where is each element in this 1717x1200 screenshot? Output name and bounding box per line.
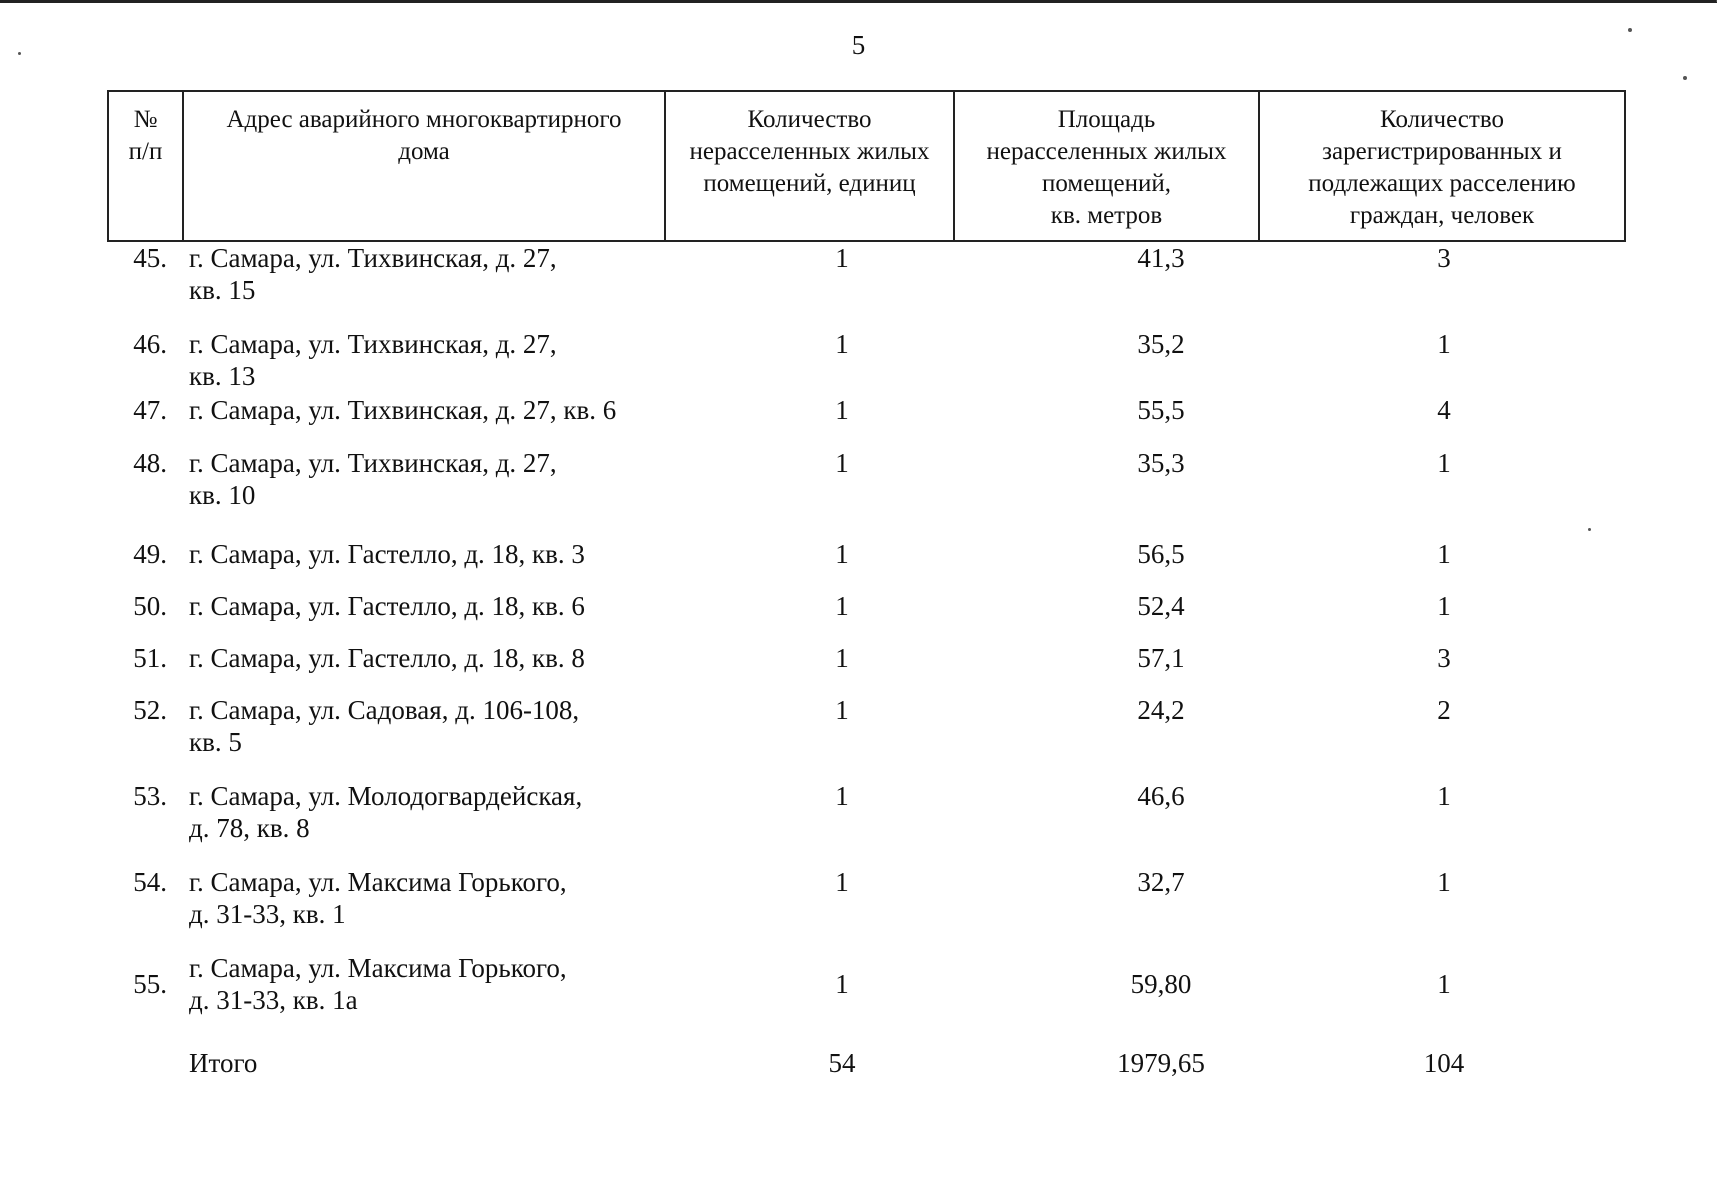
row-people: 1 bbox=[1437, 969, 1451, 999]
row-area: 57,1 bbox=[1137, 643, 1185, 673]
scan-top-edge bbox=[0, 0, 1717, 3]
row-number: 45. bbox=[133, 243, 167, 273]
row-number: 54. bbox=[133, 867, 167, 897]
row-number: 53. bbox=[133, 781, 167, 811]
row-address: г. Самара, ул. Гастелло, д. 18, кв. 8 bbox=[189, 643, 585, 673]
row-address: г. Самара, ул. Садовая, д. 106-108, кв. 5 bbox=[189, 695, 580, 757]
row-people: 4 bbox=[1437, 395, 1451, 425]
row-units: 1 bbox=[835, 448, 849, 478]
row-address: г. Самара, ул. Максима Горького, д. 31-33, кв. 1а bbox=[189, 953, 567, 1015]
table-header bbox=[107, 90, 1626, 242]
row-area: 41,3 bbox=[1137, 243, 1185, 273]
total-label: Итого bbox=[189, 1048, 258, 1078]
row-units: 1 bbox=[835, 329, 849, 359]
row-people: 1 bbox=[1437, 867, 1451, 897]
row-number: 46. bbox=[133, 329, 167, 359]
total-area: 1979,65 bbox=[1117, 1048, 1205, 1078]
row-address: г. Самара, ул. Максима Горького, д. 31-33, кв. 1 bbox=[189, 867, 567, 929]
row-area: 24,2 bbox=[1137, 695, 1185, 725]
row-area: 52,4 bbox=[1137, 591, 1185, 621]
row-units: 1 bbox=[835, 781, 849, 811]
header-people: Количество зарегистрированных и подлежащих расселению граждан, человек bbox=[1259, 91, 1625, 241]
row-people: 3 bbox=[1437, 243, 1451, 273]
row-address: г. Самара, ул. Гастелло, д. 18, кв. 3 bbox=[189, 539, 585, 569]
row-units: 1 bbox=[835, 243, 849, 273]
row-area: 46,6 bbox=[1137, 781, 1185, 811]
row-number: 50. bbox=[133, 591, 167, 621]
row-number: 52. bbox=[133, 695, 167, 725]
row-address: г. Самара, ул. Молодогвардейская, д. 78, кв. 8 bbox=[189, 781, 583, 843]
header-units: Количество нерасселенных жилых помещений, единиц bbox=[665, 91, 954, 241]
row-people: 1 bbox=[1437, 329, 1451, 359]
header-number: № п/п bbox=[108, 91, 183, 241]
row-units: 1 bbox=[835, 643, 849, 673]
row-people: 1 bbox=[1437, 448, 1451, 478]
row-area: 32,7 bbox=[1137, 867, 1185, 897]
row-units: 1 bbox=[835, 969, 849, 999]
row-units: 1 bbox=[835, 591, 849, 621]
row-number: 49. bbox=[133, 539, 167, 569]
row-number: 47. bbox=[133, 395, 167, 425]
row-area: 56,5 bbox=[1137, 539, 1185, 569]
row-units: 1 bbox=[835, 539, 849, 569]
row-address: г. Самара, ул. Тихвинская, д. 27, кв. 6 bbox=[189, 395, 617, 425]
row-address: г. Самара, ул. Тихвинская, д. 27, кв. 13 bbox=[189, 329, 557, 391]
row-area: 35,3 bbox=[1137, 448, 1185, 478]
row-number: 51. bbox=[133, 643, 167, 673]
row-units: 1 bbox=[835, 395, 849, 425]
header-area: Площадь нерасселенных жилых помещений, кв. метров bbox=[954, 91, 1259, 241]
page-number: 5 bbox=[851, 30, 866, 60]
total-people: 104 bbox=[1423, 1048, 1465, 1078]
row-area: 35,2 bbox=[1137, 329, 1185, 359]
row-area: 55,5 bbox=[1137, 395, 1185, 425]
row-people: 3 bbox=[1437, 643, 1451, 673]
row-people: 1 bbox=[1437, 591, 1451, 621]
row-address: г. Самара, ул. Тихвинская, д. 27, кв. 15 bbox=[189, 243, 557, 305]
row-number: 48. bbox=[133, 448, 167, 478]
row-people: 1 bbox=[1437, 781, 1451, 811]
row-address: г. Самара, ул. Гастелло, д. 18, кв. 6 bbox=[189, 591, 585, 621]
row-units: 1 bbox=[835, 867, 849, 897]
row-units: 1 bbox=[835, 695, 849, 725]
total-units: 54 bbox=[828, 1048, 856, 1078]
row-address: г. Самара, ул. Тихвинская, д. 27, кв. 10 bbox=[189, 448, 557, 510]
row-people: 2 bbox=[1437, 695, 1451, 725]
row-area: 59,80 bbox=[1130, 969, 1192, 999]
row-number: 55. bbox=[133, 969, 167, 999]
header-address: Адрес аварийного многоквартирного дома bbox=[183, 91, 665, 241]
row-people: 1 bbox=[1437, 539, 1451, 569]
